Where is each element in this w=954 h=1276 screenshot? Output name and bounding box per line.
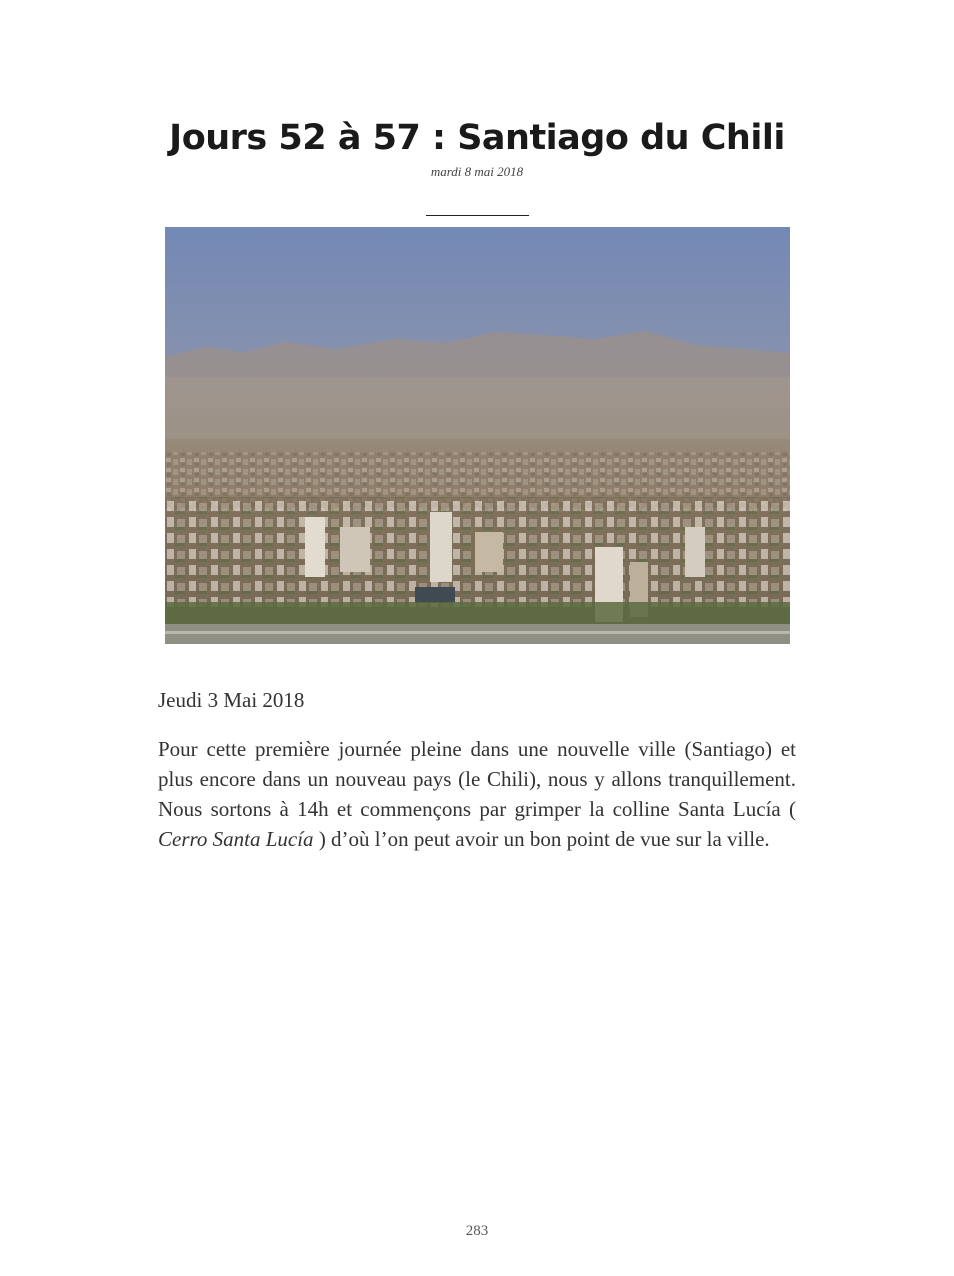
page-title: Jours 52 à 57 : Santiago du Chili: [169, 118, 785, 158]
post-date: mardi 8 mai 2018: [430, 164, 524, 179]
paragraph-italic-place: Cerro Santa Lucía: [158, 827, 314, 851]
day-heading: Jeudi 3 Mai 2018: [158, 688, 305, 712]
paragraph-text-end: ) d’où l’on peut avoir un bon point de vue sur la ville.: [313, 827, 770, 851]
body-paragraph: [158, 734, 796, 854]
title-divider: [426, 215, 529, 216]
paragraph-text-start: Pour cette première journée pleine dans une nouvelle ville (Santiago) et plus encore dans un nouveau pays (le Chili), nous y allons tranquillement. Nous sortons à 14h et commençons par grimper la colline Santa Lucía (: [158, 737, 796, 821]
city-panorama-photo: [165, 227, 790, 644]
page-number: 283: [465, 1223, 489, 1239]
